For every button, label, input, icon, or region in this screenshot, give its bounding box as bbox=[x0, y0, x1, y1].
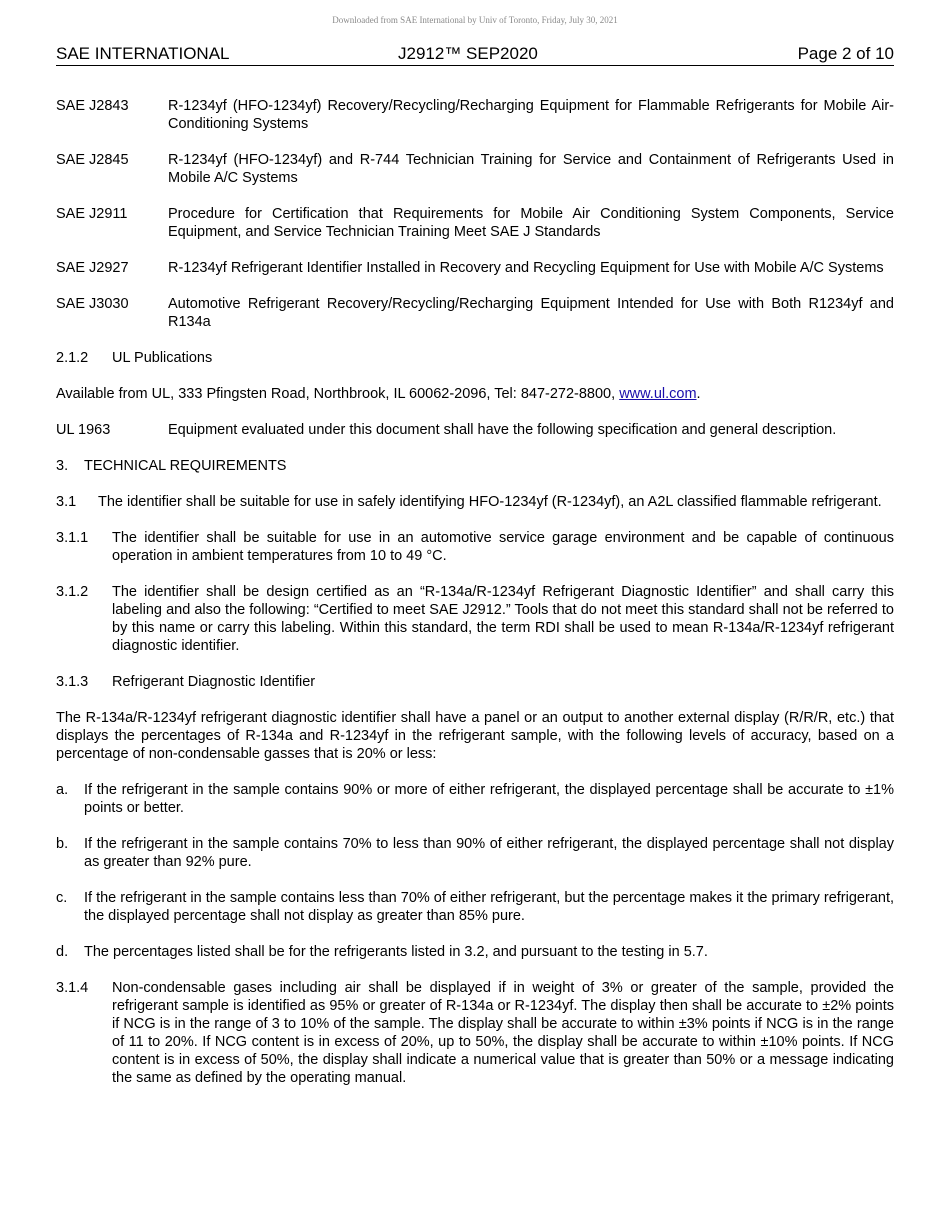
reference-code: SAE J3030 bbox=[56, 296, 129, 312]
list-item-label: c. bbox=[56, 890, 68, 906]
subsection-number: 2.1.2 bbox=[56, 350, 89, 366]
list-item-label: d. bbox=[56, 944, 69, 960]
list-item-label: a. bbox=[56, 782, 69, 798]
clause-number: 3.1.3 bbox=[56, 674, 89, 690]
clause-text: The identifier shall be suitable for use in safely identifying HFO-1234yf (R-1234yf), an A2L classified flammable refrigerant. bbox=[98, 494, 882, 510]
clause-3-1-1 bbox=[56, 529, 894, 565]
clause-text: The identifier shall be suitable for use in an automotive service garage environment and be capable of continuous operation in ambient temperatures from 10 to 49 °C. bbox=[112, 530, 894, 564]
ul-availability-end: . bbox=[696, 386, 701, 402]
reference-entry bbox=[56, 259, 894, 277]
ul-availability bbox=[56, 385, 894, 403]
clause-3-1-4 bbox=[56, 979, 894, 1087]
section-title: TECHNICAL REQUIREMENTS bbox=[84, 458, 287, 474]
header-page-number: Page 2 of 10 bbox=[797, 44, 894, 63]
clause-3-1 bbox=[56, 493, 894, 511]
reference-code: SAE J2927 bbox=[56, 260, 129, 276]
list-item-label: b. bbox=[56, 836, 69, 852]
clause-number: 3.1.2 bbox=[56, 584, 89, 600]
reference-code: SAE J2911 bbox=[56, 206, 128, 222]
reference-code: UL 1963 bbox=[56, 422, 111, 438]
section-heading bbox=[56, 457, 894, 475]
reference-title: Procedure for Certification that Requirements for Mobile Air Conditioning System Components, Service Equipment, and Service Technician Training Meet SAE J Standards bbox=[168, 206, 894, 240]
clause-number: 3.1.1 bbox=[56, 530, 89, 546]
list-item-text: If the refrigerant in the sample contains less than 70% of either refrigerant, but the percentage makes it the primary refrigerant, the displayed percentage shall not display as greater than 85% pure. bbox=[84, 890, 895, 924]
reference-entry bbox=[56, 151, 894, 187]
reference-entry bbox=[56, 421, 894, 439]
clause-3-1-2 bbox=[56, 583, 894, 655]
clause-number: 3.1.4 bbox=[56, 980, 89, 996]
reference-code: SAE J2845 bbox=[56, 152, 129, 168]
header-org: SAE INTERNATIONAL bbox=[56, 44, 230, 63]
download-watermark: Downloaded from SAE International by Univ of Toronto, Friday, July 30, 2021 bbox=[332, 15, 618, 25]
clause-number: 3.1 bbox=[56, 494, 77, 510]
list-item bbox=[56, 889, 894, 925]
subsection-title: UL Publications bbox=[112, 350, 213, 366]
list-item bbox=[56, 781, 894, 817]
subsection-heading-ul bbox=[56, 349, 894, 367]
clause-3-1-3-heading bbox=[56, 673, 894, 691]
section-number: 3. bbox=[56, 458, 69, 474]
reference-code: SAE J2843 bbox=[56, 98, 129, 114]
clause-text: The identifier shall be design certified as an “R-134a/R-1234yf Refrigerant Diagnostic Identifier” and shall carry this labeling and also the following: “Certified to meet SAE J2912.” Tools that do not meet this standard shall not be referred to by this name or carry this labeling. Within this standard, the term RDI shall be used to mean R-134a/R-1234yf refrigerant diagnostic identifier. bbox=[112, 584, 894, 654]
clause-text: Non-condensable gases including air shall be displayed if in weight of 3% or greater of the sample, provided the refrigerant sample is identified as 95% or greater of R-134a or R-1234yf. The display then shall be accurate to ±2% points if NCG is in the range of 3 to 10% of the sample. The display shall be accurate to within ±3% points if NCG is in the range of 11 to 20%. If NCG content is in excess of 20%, up to 50%, the display shall be accurate to within ±10% points. If NCG content is in excess of 50%, the display shall indicate a numerical value that is greater than 50% or a message indicating the same as defined by the operating manual. bbox=[112, 980, 894, 1086]
reference-title: Equipment evaluated under this document shall have the following specification and general description. bbox=[168, 422, 837, 438]
reference-title: Automotive Refrigerant Recovery/Recycling/Recharging Equipment Intended for Use with Both R1234yf and R134a bbox=[168, 296, 894, 330]
document-body bbox=[56, 97, 894, 1105]
list-item-text: If the refrigerant in the sample contains 70% to less than 90% of either refrigerant, the displayed percentage shall not display as greater than 92% pure. bbox=[84, 836, 894, 870]
list-item bbox=[56, 835, 894, 871]
reference-title: R-1234yf Refrigerant Identifier Installed in Recovery and Recycling Equipment for Use with Mobile A/C Systems bbox=[168, 260, 884, 276]
ul-website-link[interactable]: www.ul.com bbox=[619, 386, 697, 402]
list-item-text: The percentages listed shall be for the refrigerants listed in 3.2, and pursuant to the testing in 5.7. bbox=[84, 944, 708, 960]
reference-entry bbox=[56, 97, 894, 133]
ul-availability-text: Available from UL, 333 Pfingsten Road, Northbrook, IL 60062-2096, Tel: 847-272-8800, bbox=[56, 386, 620, 402]
reference-title: R-1234yf (HFO-1234yf) and R-744 Technician Training for Service and Containment of Refrigerants Used in Mobile A/C Systems bbox=[168, 152, 894, 186]
rdi-paragraph: The R-134a/R-1234yf refrigerant diagnostic identifier shall have a panel or an output to another external display (R/R/R, etc.) that displays the percentages of R-134a and R-1234yf in the refrigerant sample, with the following levels of accuracy, based on a percentage of non-condensable gasses that is 20% or less: bbox=[56, 710, 894, 762]
reference-entry bbox=[56, 205, 894, 241]
list-item bbox=[56, 943, 894, 961]
header-doc-id: J2912™ SEP2020 bbox=[398, 44, 538, 63]
list-item-text: If the refrigerant in the sample contains 90% or more of either refrigerant, the displayed percentage shall be accurate to ±1% points or better. bbox=[84, 782, 894, 816]
clause-title: Refrigerant Diagnostic Identifier bbox=[112, 674, 316, 690]
reference-entry bbox=[56, 295, 894, 331]
page-header bbox=[56, 44, 894, 66]
reference-title: R-1234yf (HFO-1234yf) Recovery/Recycling/Recharging Equipment for Flammable Refrigerants for Mobile Air-Conditioning Systems bbox=[168, 98, 894, 132]
